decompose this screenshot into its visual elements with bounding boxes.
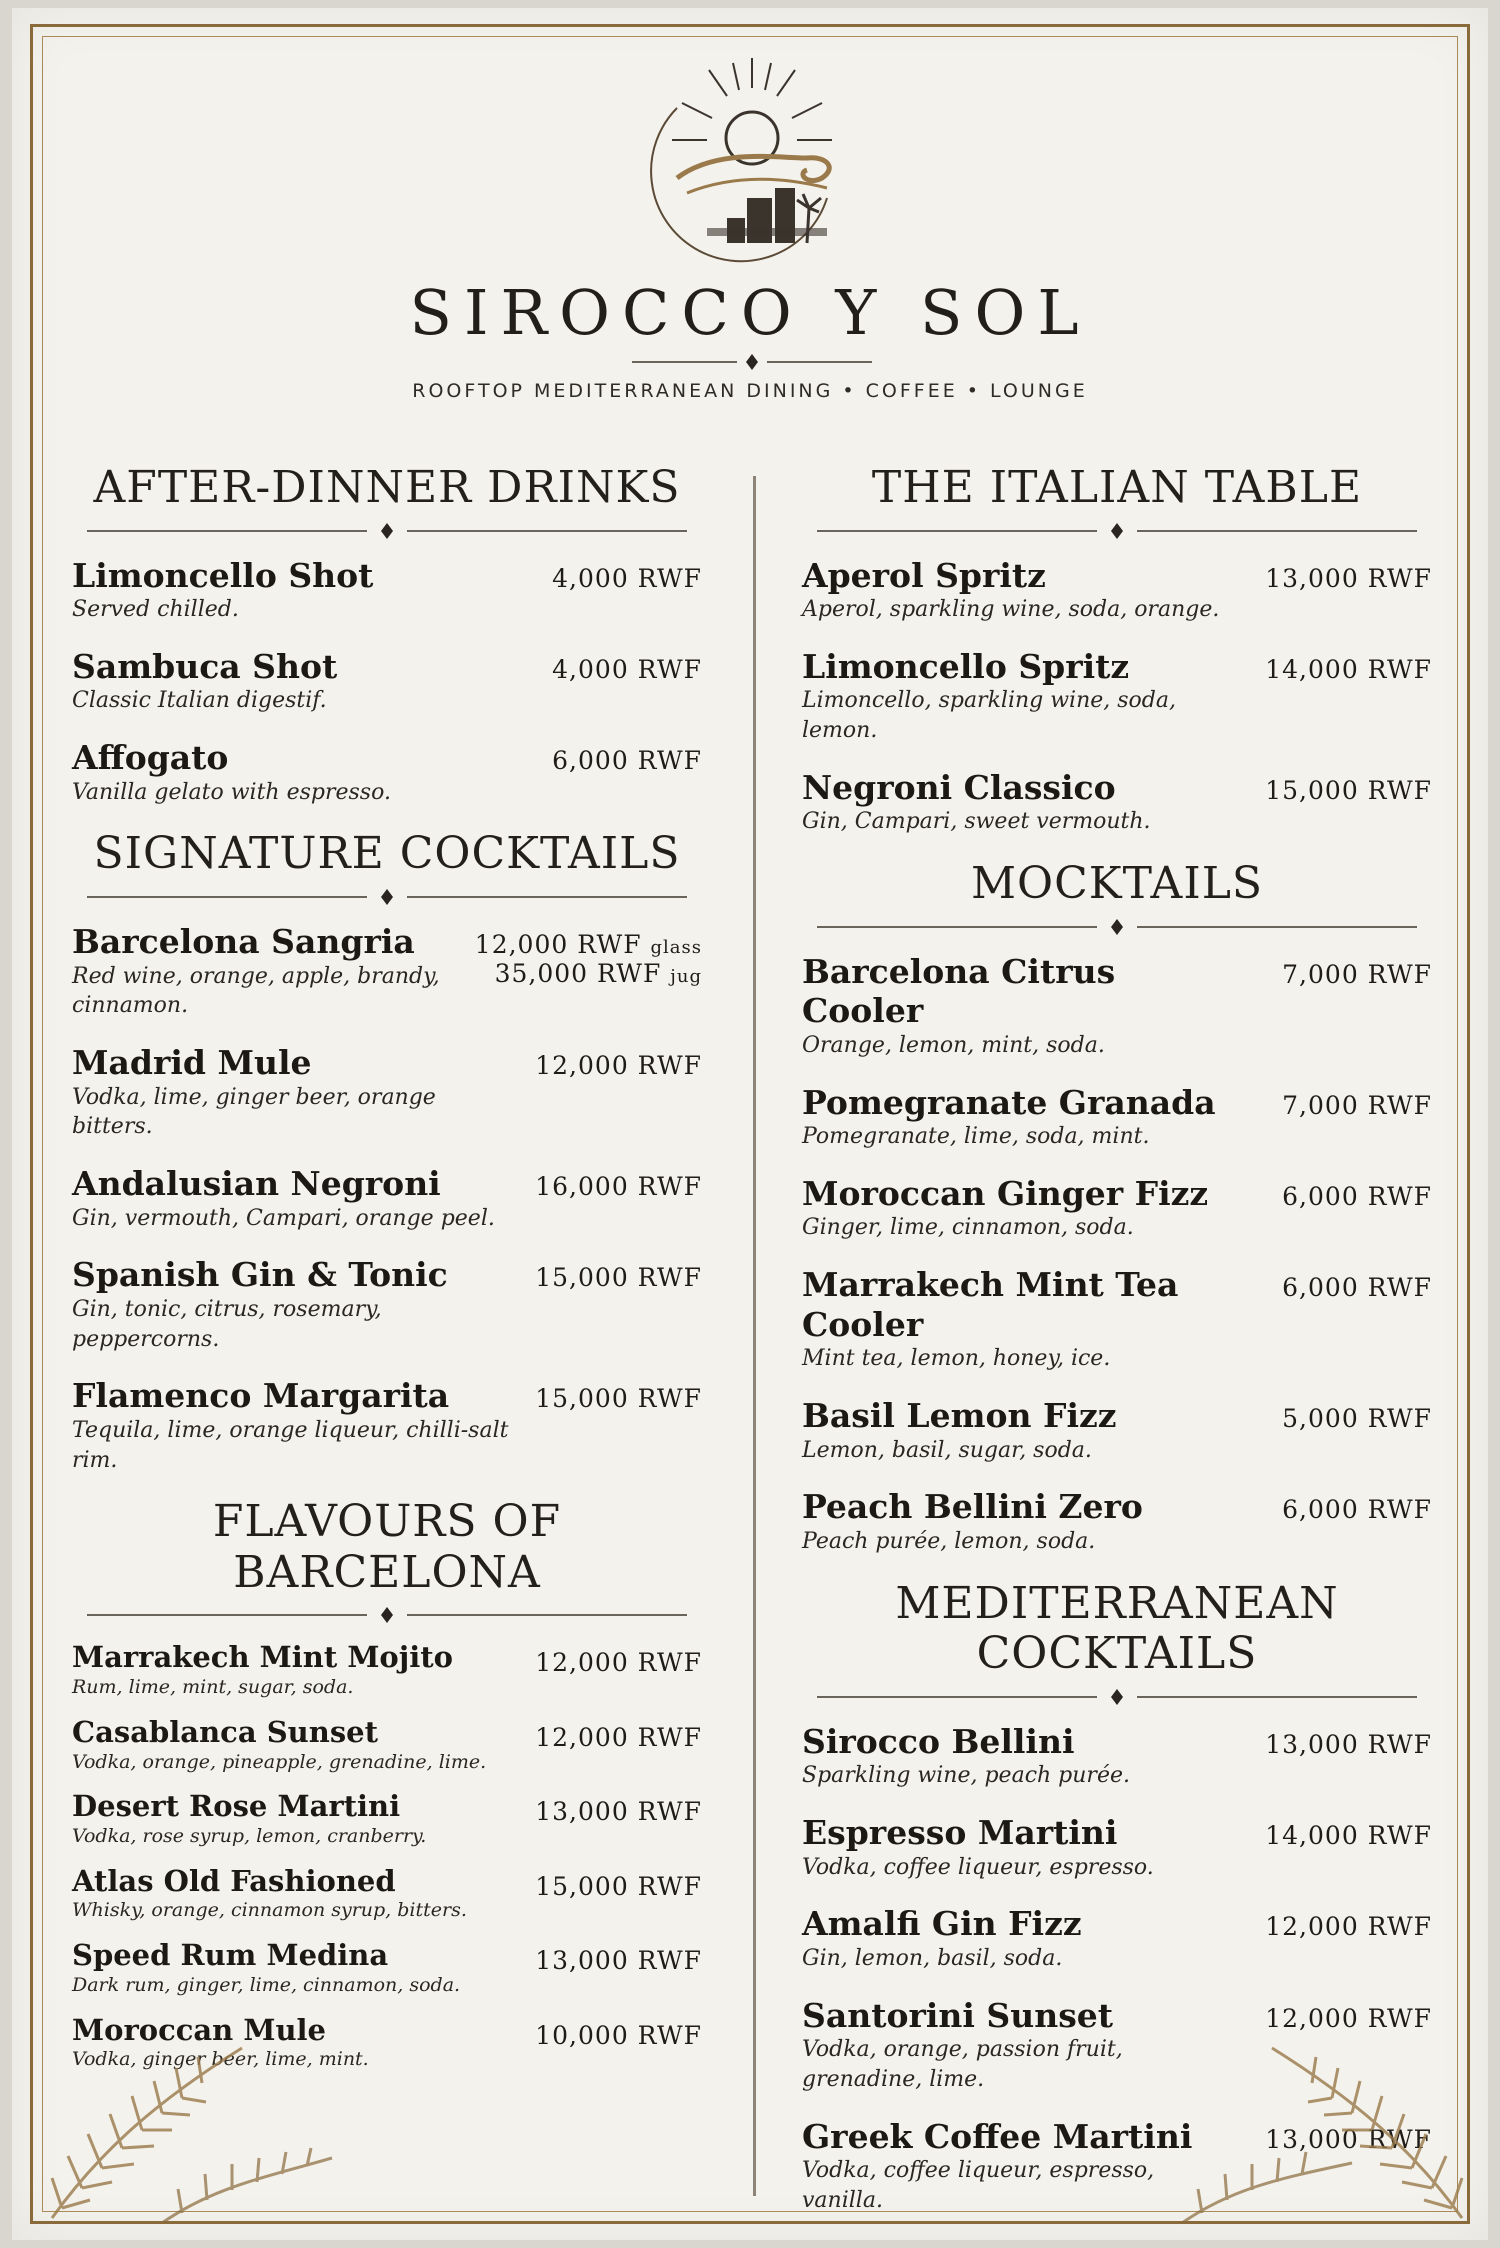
- tagline: ROOFTOP MEDITERRANEAN DINING • COFFEE • LOUNGE: [412, 380, 1088, 402]
- column-divider: [753, 476, 756, 2196]
- menu-item: [802, 1174, 1432, 1243]
- price-line: [1265, 1730, 1432, 1759]
- menu-item-text: [802, 1487, 1242, 1556]
- menu-item-text: [802, 1083, 1242, 1152]
- menu-item-price: [1265, 647, 1432, 746]
- menu-item-description: Vodka, coffee liqueur, espresso, vanilla.: [802, 2158, 1155, 2213]
- menu-item-description: Classic Italian digestif.: [72, 688, 327, 714]
- menu-item-description: Vodka, orange, passion fruit, grenadine, lime.: [802, 2037, 1123, 2092]
- brand-divider-icon: [632, 352, 872, 372]
- menu-item-name: Limoncello Spritz: [802, 646, 1130, 686]
- menu-item-price: [1265, 768, 1432, 837]
- menu-item-price: [1265, 1722, 1432, 1791]
- price-line: [475, 959, 702, 988]
- menu-item-description: Vanilla gelato with espresso.: [72, 779, 391, 805]
- menu-item-price: [1265, 1904, 1432, 1973]
- menu-item-description: Peach purée, lemon, soda.: [802, 1528, 1096, 1554]
- price-unit: glass: [650, 937, 702, 959]
- price-value: 7,000 RWF: [1282, 1090, 1432, 1120]
- price-value: 15,000 RWF: [535, 1871, 702, 1901]
- menu-item-description: Aperol, sparkling wine, soda, orange.: [802, 597, 1220, 623]
- price-line: [535, 1263, 702, 1292]
- menu-item-name: Basil Lemon Fizz: [802, 1396, 1117, 1436]
- menu-item-price: [535, 1043, 702, 1142]
- section-title: MOCKTAILS: [970, 858, 1264, 910]
- menu-item-description: Sparkling wine, peach purée.: [802, 1763, 1130, 1789]
- menu-item-name: Peach Bellini Zero: [802, 1487, 1143, 1527]
- price-value: 4,000 RWF: [552, 563, 702, 593]
- menu-item-name: Speed Rum Medina: [72, 1938, 389, 1973]
- menu-item: [802, 768, 1432, 837]
- left-column: [72, 463, 702, 2093]
- palm-leaf-bottom-left-icon: [42, 2008, 342, 2228]
- price-line: [535, 1946, 702, 1975]
- menu-item-text: [72, 922, 475, 1021]
- menu-item-text: [72, 1255, 512, 1354]
- section-divider-icon: [817, 1686, 1417, 1708]
- price-value: 14,000 RWF: [1265, 1821, 1432, 1851]
- price-line: [1265, 1912, 1432, 1941]
- price-value: 6,000 RWF: [1282, 1495, 1432, 1525]
- menu-item-text: [802, 647, 1242, 746]
- menu-item-text: [802, 952, 1242, 1061]
- menu-item-name: Negroni Classico: [802, 767, 1116, 807]
- menu-item-price: [535, 1255, 702, 1354]
- menu-item-description: Mint tea, lemon, honey, ice.: [802, 1346, 1111, 1372]
- menu-item-name: Spanish Gin & Tonic: [72, 1255, 448, 1295]
- menu-item-name: Pomegranate Granada: [802, 1082, 1216, 1122]
- section-mocktails: [802, 859, 1432, 1556]
- menu-item-name: Andalusian Negroni: [72, 1163, 441, 1203]
- menu-item-text: [72, 556, 512, 625]
- price-value: 13,000 RWF: [1265, 1729, 1432, 1759]
- menu-item: [72, 1715, 702, 1775]
- menu-item-description: Gin, lemon, basil, soda.: [802, 1945, 1063, 1971]
- menu-item-text: [72, 1864, 512, 1924]
- price-line: [1282, 960, 1432, 989]
- menu-item-price: [535, 1789, 702, 1849]
- menu-item-price: [475, 922, 702, 1021]
- menu-item-price: [1282, 1487, 1432, 1556]
- section-after-dinner-drinks: [72, 463, 702, 807]
- price-line: [535, 2021, 702, 2050]
- price-line: [535, 1723, 702, 1752]
- menu-item-name: Amalfi Gin Fizz: [802, 1904, 1082, 1944]
- menu-item-name: Sirocco Bellini: [802, 1721, 1075, 1761]
- menu-item-description: Gin, Campari, sweet vermouth.: [802, 809, 1151, 835]
- menu-item-price: [1282, 1265, 1432, 1374]
- price-value: 7,000 RWF: [1282, 959, 1432, 989]
- menu-item-text: [72, 647, 512, 716]
- price-line: [1265, 564, 1432, 593]
- menu-item-name: Barcelona Citrus Cooler: [802, 951, 1116, 1031]
- menu-item-text: [72, 1938, 512, 1998]
- menu-item: [802, 1487, 1432, 1556]
- menu-item-description: Served chilled.: [72, 597, 239, 623]
- menu-item-description: Gin, tonic, citrus, rosemary, peppercorns.: [72, 1296, 382, 1352]
- menu-item: [72, 738, 702, 807]
- menu-item-name: Greek Coffee Martini: [802, 2116, 1193, 2156]
- menu-item-text: [72, 1715, 512, 1775]
- menu-item-price: [535, 1640, 702, 1700]
- menu-item: [802, 1265, 1432, 1374]
- section-divider-icon: [87, 520, 687, 542]
- price-value: 15,000 RWF: [535, 1263, 702, 1293]
- price-line: [535, 1384, 702, 1413]
- menu-item: [802, 1904, 1432, 1973]
- section-title: THE ITALIAN TABLE: [871, 462, 1363, 513]
- menu-item-name: Flamenco Margarita: [72, 1376, 450, 1416]
- menu-item-text: [802, 1722, 1242, 1791]
- menu-item-name: Sambuca Shot: [72, 646, 338, 686]
- price-line: [1265, 776, 1432, 805]
- price-value: 6,000 RWF: [1282, 1273, 1432, 1303]
- price-value: 6,000 RWF: [1282, 1181, 1432, 1211]
- section-the-italian-table: [802, 463, 1432, 837]
- menu-item-name: Santorini Sunset: [802, 1995, 1114, 2035]
- menu-item-name: Moroccan Mule: [72, 2012, 327, 2047]
- menu-item: [802, 1722, 1432, 1791]
- price-value: 10,000 RWF: [535, 2020, 702, 2050]
- menu-item-price: [535, 2013, 702, 2073]
- price-value: 14,000 RWF: [1265, 654, 1432, 684]
- menu-item-text: [802, 768, 1242, 837]
- menu-item: [72, 1164, 702, 1233]
- menu-item-name: Barcelona Sangria: [72, 922, 415, 962]
- price-line: [1282, 1273, 1432, 1302]
- menu-item-name: Casablanca Sunset: [72, 1714, 378, 1749]
- menu-item-price: [1265, 556, 1432, 625]
- menu-item-description: Vodka, ginger beer, lime, mint.: [72, 2048, 369, 2071]
- section-flavours-of-barcelona: [72, 1497, 702, 2073]
- menu-item-name: Espresso Martini: [802, 1813, 1118, 1853]
- price-value: 16,000 RWF: [535, 1171, 702, 1201]
- brand-name: SIROCCO Y SOL: [409, 276, 1091, 349]
- price-value: 13,000 RWF: [535, 1946, 702, 1976]
- menu-item-price: [552, 647, 702, 716]
- menu-item-price: [1265, 1813, 1432, 1882]
- price-line: [552, 655, 702, 684]
- section-divider-icon: [87, 886, 687, 908]
- menu-item-text: [802, 556, 1242, 625]
- price-value: 15,000 RWF: [1265, 775, 1432, 805]
- menu-item-description: Whisky, orange, cinnamon syrup, bitters.: [72, 1899, 467, 1922]
- price-line: [1265, 1821, 1432, 1850]
- menu-item-text: [72, 1043, 512, 1142]
- menu-item-text: [72, 1376, 512, 1475]
- palm-leaf-bottom-right-icon: [1172, 1998, 1472, 2228]
- menu-item-text: [72, 1789, 512, 1849]
- menu-item-description: Vodka, orange, pineapple, grenadine, lime.: [72, 1750, 487, 1773]
- section-divider-icon: [817, 916, 1417, 938]
- menu-item: [802, 647, 1432, 746]
- menu-item: [72, 1043, 702, 1142]
- menu-item-price: [535, 1715, 702, 1775]
- menu-item-price: [552, 556, 702, 625]
- menu-item-description: Gin, vermouth, Campari, orange peel.: [72, 1205, 495, 1231]
- menu-item-description: Red wine, orange, apple, brandy, cinnamon.: [72, 963, 440, 1019]
- menu-item-description: Pomegranate, lime, soda, mint.: [802, 1124, 1150, 1150]
- menu-item-text: [802, 1265, 1242, 1374]
- menu-item-price: [552, 738, 702, 807]
- price-line: [475, 930, 702, 959]
- menu-item: [72, 647, 702, 716]
- price-value: 13,000 RWF: [1265, 563, 1432, 593]
- menu-item-text: [802, 1904, 1242, 1973]
- menu-item: [802, 1083, 1432, 1152]
- menu-item: [72, 922, 702, 1021]
- price-line: [1282, 1091, 1432, 1120]
- price-line: [535, 1648, 702, 1677]
- menu-item-price: [535, 1164, 702, 1233]
- menu-item-description: Limoncello, sparkling wine, soda, lemon.: [802, 688, 1176, 744]
- menu-item-description: Lemon, basil, sugar, soda.: [802, 1437, 1092, 1463]
- section-divider-icon: [817, 520, 1417, 542]
- menu-item: [802, 1813, 1432, 1882]
- section-divider-icon: [87, 1604, 687, 1626]
- price-value: 12,000 RWF: [1265, 2003, 1432, 2033]
- price-line: [552, 564, 702, 593]
- menu-item-price: [535, 1938, 702, 1998]
- menu-item-description: Orange, lemon, mint, soda.: [802, 1032, 1105, 1058]
- menu-item-price: [535, 1376, 702, 1475]
- menu-item-text: [72, 738, 512, 807]
- menu-item: [802, 556, 1432, 625]
- menu-item: [72, 1864, 702, 1924]
- price-line: [535, 1872, 702, 1901]
- menu-item-name: Desert Rose Martini: [72, 1789, 401, 1824]
- section-title: MEDITERRANEAN COCKTAILS: [895, 1577, 1339, 1680]
- price-line: [1282, 1404, 1432, 1433]
- menu-item-price: [535, 1864, 702, 1924]
- menu-item-price: [1282, 1396, 1432, 1465]
- price-line: [535, 1797, 702, 1826]
- menu-page: [12, 8, 1488, 2240]
- right-column: [802, 463, 1432, 2238]
- menu-item: [72, 1255, 702, 1354]
- menu-item-description: Vodka, lime, ginger beer, orange bitters.: [72, 1084, 436, 1140]
- menu-item-text: [802, 1813, 1242, 1882]
- menu-item: [802, 1396, 1432, 1465]
- menu-item-description: Vodka, coffee liqueur, espresso.: [802, 1854, 1154, 1880]
- menu-item-name: Marrakech Mint Tea Cooler: [802, 1265, 1179, 1344]
- menu-item: [802, 952, 1432, 1061]
- menu-item-text: [802, 1396, 1242, 1465]
- price-line: [1282, 1182, 1432, 1211]
- price-value: 13,000 RWF: [535, 1797, 702, 1827]
- menu-item-description: Dark rum, ginger, lime, cinnamon, soda.: [72, 1973, 461, 1996]
- menu-item-name: Limoncello Shot: [72, 555, 374, 595]
- menu-item-text: [802, 1174, 1242, 1243]
- price-value: 12,000 RWF: [535, 1722, 702, 1752]
- menu-item: [72, 1640, 702, 1700]
- price-line: [552, 746, 702, 775]
- menu-item-description: Vodka, rose syrup, lemon, cranberry.: [72, 1825, 427, 1848]
- menu-item-name: Affogato: [72, 738, 229, 778]
- price-value: 5,000 RWF: [1282, 1404, 1432, 1434]
- menu-item: [72, 1376, 702, 1475]
- price-value: 12,000 RWF: [474, 930, 642, 960]
- price-value: 13,000 RWF: [1265, 2124, 1432, 2154]
- menu-item: [72, 556, 702, 625]
- menu-item: [72, 1938, 702, 1998]
- price-line: [535, 1051, 702, 1080]
- menu-item-name: Marrakech Mint Mojito: [72, 1640, 454, 1675]
- section-title: SIGNATURE COCKTAILS: [93, 828, 681, 880]
- section-title: AFTER-DINNER DRINKS: [93, 462, 681, 513]
- menu-item-price: [1282, 1174, 1432, 1243]
- price-value: 12,000 RWF: [535, 1648, 702, 1678]
- menu-item-price: [1282, 1083, 1432, 1152]
- price-value: 6,000 RWF: [552, 746, 702, 776]
- price-line: [1282, 1495, 1432, 1524]
- price-unit: jug: [670, 966, 702, 988]
- menu-item-name: Aperol Spritz: [802, 555, 1046, 595]
- menu-item-description: Ginger, lime, cinnamon, soda.: [802, 1215, 1134, 1241]
- menu-item-name: Moroccan Ginger Fizz: [802, 1173, 1209, 1213]
- price-value: 4,000 RWF: [552, 654, 702, 684]
- price-line: [535, 1172, 702, 1201]
- price-value: 35,000 RWF: [494, 959, 662, 989]
- price-value: 12,000 RWF: [535, 1051, 702, 1080]
- section-title: FLAVOURS OF BARCELONA: [212, 1496, 562, 1598]
- menu-item-price: [1282, 952, 1432, 1061]
- menu-item: [72, 1789, 702, 1849]
- price-value: 15,000 RWF: [535, 1384, 702, 1414]
- menu-item-name: Madrid Mule: [72, 1043, 312, 1082]
- price-line: [1265, 655, 1432, 684]
- menu-item-text: [72, 1640, 512, 1700]
- price-value: 12,000 RWF: [1265, 1912, 1432, 1942]
- menu-item-text: [72, 1164, 512, 1233]
- menu-item-description: Tequila, lime, orange liqueur, chilli-salt rim.: [72, 1417, 509, 1473]
- menu-item-description: Rum, lime, mint, sugar, soda.: [72, 1676, 354, 1699]
- sun-logo-icon: [637, 48, 857, 273]
- section-signature-cocktails: [72, 829, 702, 1475]
- menu-item-name: Atlas Old Fashioned: [72, 1863, 396, 1898]
